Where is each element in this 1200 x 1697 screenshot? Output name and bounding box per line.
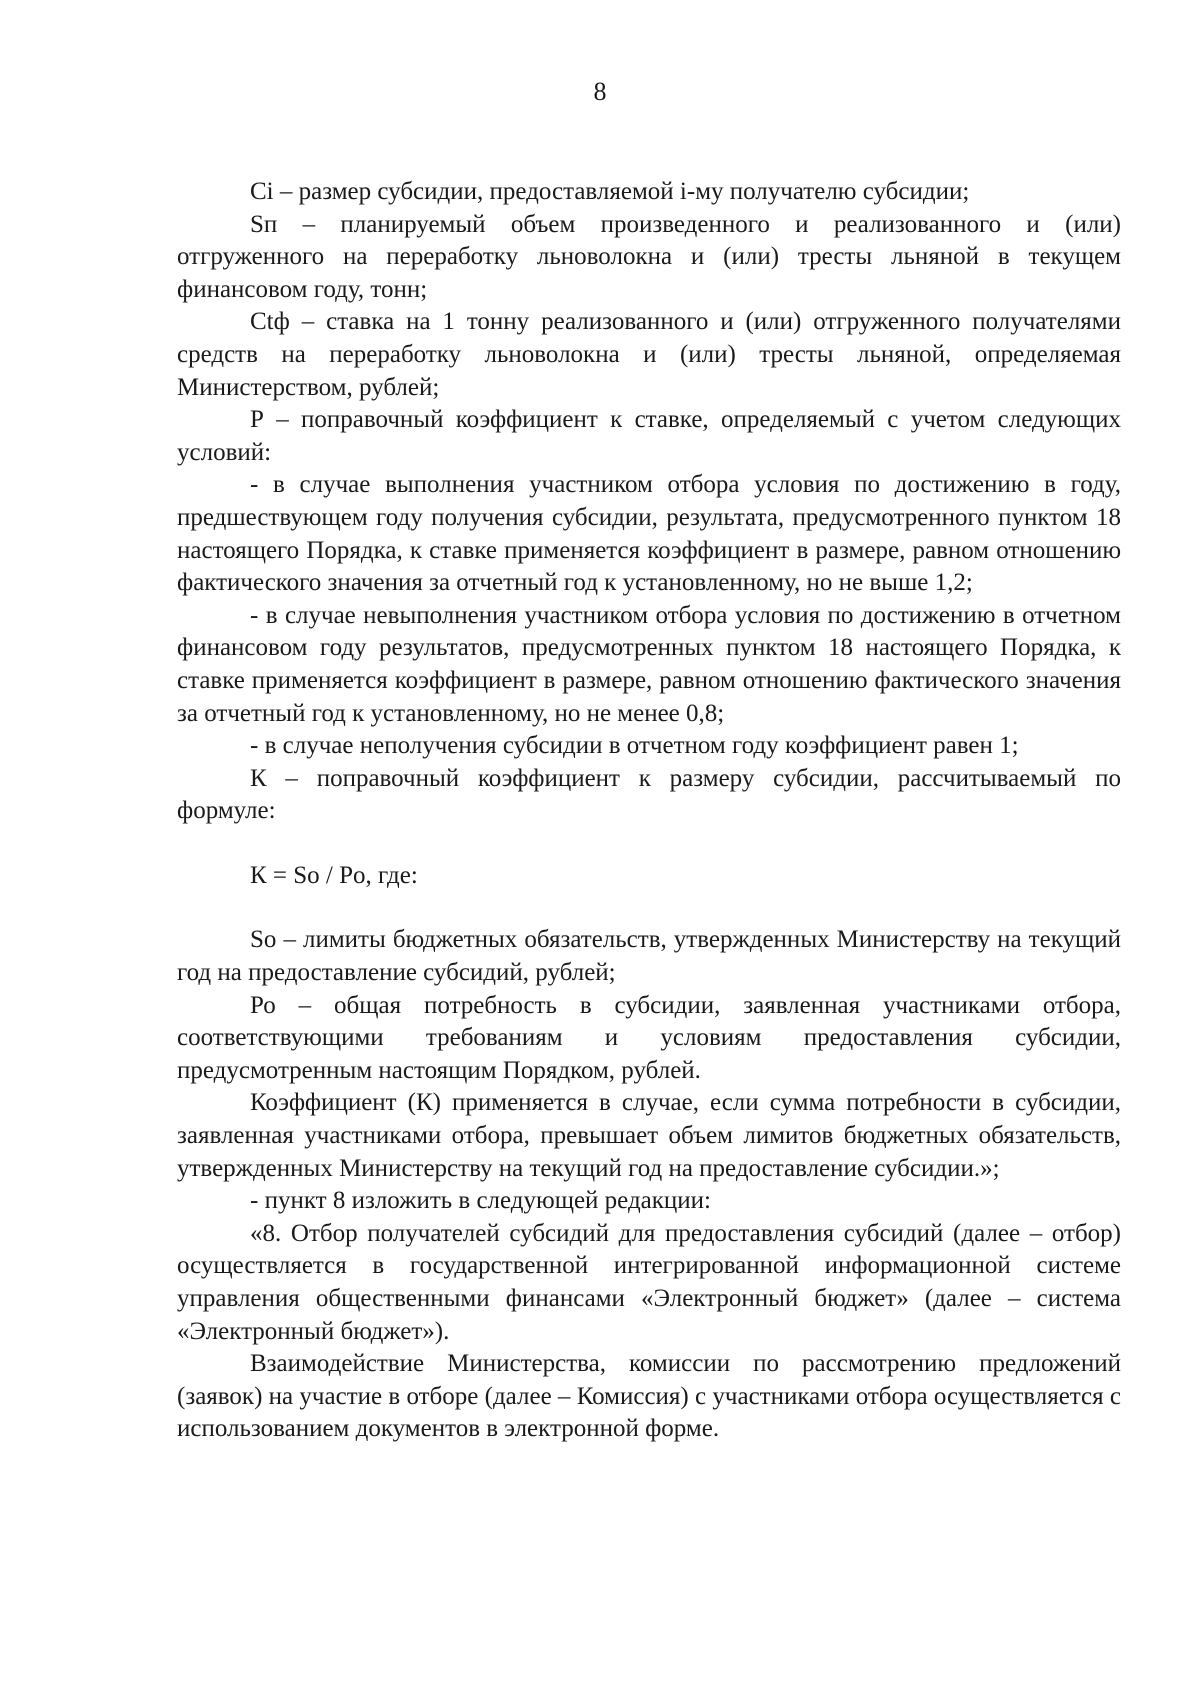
paragraph-p-coefficient: Р – поправочный коэффициент к ставке, определяемый с учетом следующих условий: [177,406,1121,466]
paragraph-po: Ро – общая потребность в субсидии, заявленная участниками отбора, соответствующими требованиям и условиям предоставления субсидии, предусмотренным настоящим Порядком, рублей. [177,991,1121,1084]
paragraph-so: So – лимиты бюджетных обязательств, утвержденных Министерству на текущий год на предоставление субсидий, рублей; [177,926,1121,987]
paragraph-k-applies: Коэффициент (К) применяется в случае, если сумма потребности в субсидии, заявленная участниками отбора, превышает объем лимитов бюджетных обязательств, утвержденных Министерству на текущий год на предоставление субсидии.»; [177,1089,1121,1182]
paragraph-no-subsidy: - в случае неполучения субсидии в отчетном году коэффициент равен 1; [250,732,1019,760]
paragraph-condition-fulfilled: - в случае выполнения участником отбора условия по достижению в году, предшествующем году получения субсидии, результата, предусмотренного пунктом 18 настоящего Порядка, к ставке применяется коэффициент в размере, равном отношению фактического значения за отчетный год к установленному, но не выше 1,2; [177,471,1121,597]
paragraph-condition-not-fulfilled: - в случае невыполнения участником отбора условия по достижению в отчетном финансовом году результатов, предусмотренных пунктом 18 настоящего Порядка, к ставке применяется коэффициент в размере, равном отношению фактического значения за отчетный год к установленному, но не менее 0,8; [177,601,1121,727]
paragraph-k-coefficient: К – поправочный коэффициент к размеру субсидии, рассчитываемый по формуле: [177,764,1121,825]
formula-k: К = So / Pо, где: [250,861,418,889]
paragraph-sp: Sп – планируемый объем произведенного и реализованного и (или) отгруженного на переработку льноволокна и (или) тресты льняной в текущем финансовом году, тонн; [177,210,1121,303]
paragraph-item-8-edit: - пункт 8 изложить в следующей редакции: [250,1187,711,1215]
paragraph-ctf: Ctф – ставка на 1 тонну реализованного и (или) отгруженного получателями средств на переработку льноволокна и (или) тресты льняной, определяемая Министерством, рублей; [177,308,1121,401]
paragraph-ci: Ci – размер субсидии, предоставляемой i-му получателю субсидии; [250,178,970,205]
paragraph-item-8-text: «8. Отбор получателей субсидий для предоставления субсидий (далее – отбор) осуществляется в государственной интегрированной информационной системе управления общественными финансами «Электронный бюджет» (далее – система «Электронный бюджет»). [177,1219,1121,1345]
paragraph-interaction: Взаимодействие Министерства, комиссии по рассмотрению предложений (заявок) на участие в отборе (далее – Комиссия) с участниками отбора осуществляется с использованием документов в электронной форме. [177,1350,1121,1443]
page-number: 8 [593,77,607,106]
document-body [177,176,1121,1446]
